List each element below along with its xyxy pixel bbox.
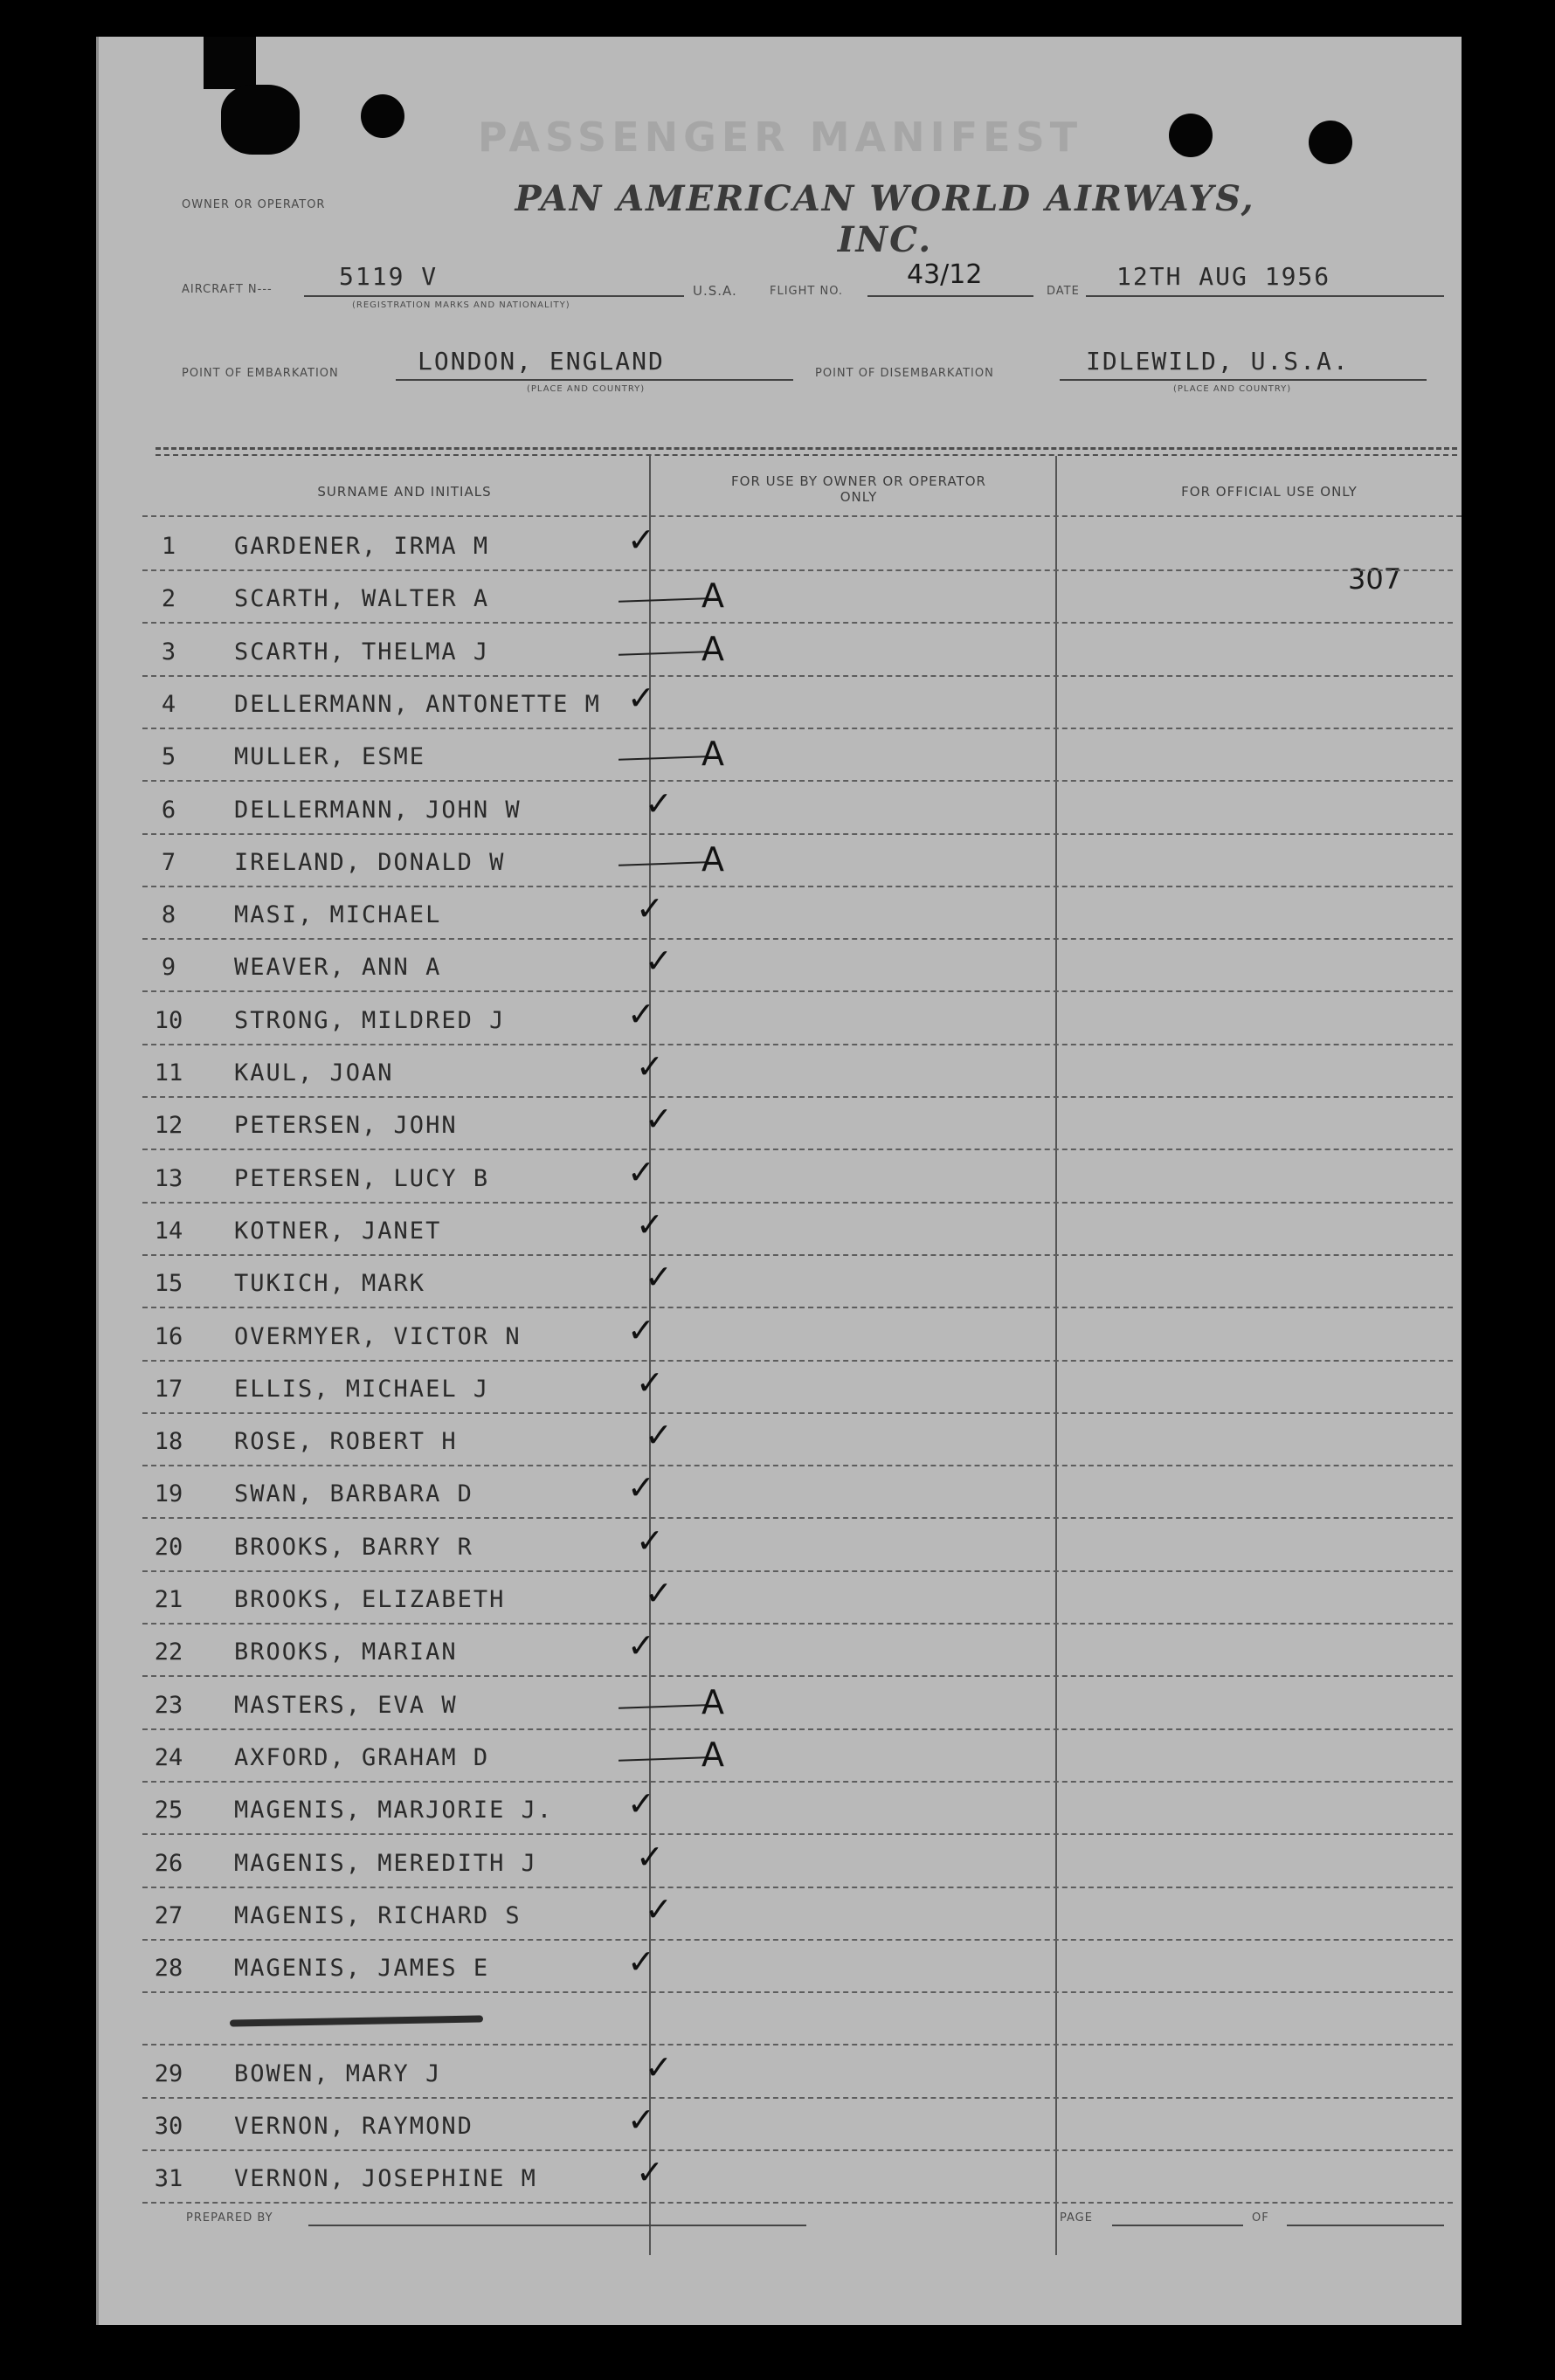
row-number: 25 [154, 1797, 183, 1825]
embark-underline [396, 379, 793, 381]
row-number: 20 [154, 1533, 183, 1561]
passenger-name: BROOKS, BARRY R [234, 1533, 473, 1561]
table-row [142, 1625, 1453, 1677]
aircraft-underline [304, 295, 684, 297]
manifest-sheet [96, 37, 1462, 2325]
check-mark: ✓ [645, 1100, 673, 1139]
of-underline [1287, 2225, 1444, 2226]
row-number: 30 [154, 2113, 183, 2140]
aircraft-value: 5119 V [339, 262, 439, 291]
passenger-name: KOTNER, JANET [234, 1217, 442, 1245]
table-row [142, 1783, 1453, 1835]
passenger-name: OVERMYER, VICTOR N [234, 1322, 522, 1350]
passenger-name: MULLER, ESME [234, 743, 426, 771]
passenger-name: BROOKS, MARIAN [234, 1638, 458, 1666]
row-number: 7 [161, 848, 176, 876]
passenger-name: GARDENER, IRMA M [234, 533, 490, 560]
row-number: 27 [154, 1901, 183, 1929]
table-row [142, 2046, 1453, 2099]
table-row [142, 571, 1453, 624]
flight-value: 43/12 [907, 259, 983, 290]
row-number: 31 [154, 2165, 183, 2193]
row-number: 26 [154, 1849, 183, 1877]
check-mark: ✓ [627, 994, 655, 1033]
check-mark: ✓ [645, 942, 673, 981]
row-number: 17 [154, 1375, 183, 1403]
embark-label: POINT OF EMBARKATION [182, 367, 339, 380]
row-number: 15 [154, 1270, 183, 1298]
disembark-value: IDLEWILD, U.S.A. [1086, 347, 1350, 376]
table-row [142, 1888, 1453, 1941]
table-row [142, 1520, 1453, 1572]
strike-line [619, 755, 706, 760]
table-row [142, 835, 1453, 887]
absent-mark: A [701, 629, 724, 668]
passenger-name: MASTERS, EVA W [234, 1691, 458, 1719]
row-number: 4 [161, 690, 176, 718]
strike-line [619, 1704, 706, 1708]
row-number: 1 [161, 533, 176, 560]
passenger-name: DELLERMANN, ANTONETTE M [234, 690, 601, 718]
registration-caption: (REGISTRATION MARKS AND NATIONALITY) [352, 300, 570, 310]
prepared-by-label: PREPARED BY [186, 2211, 273, 2225]
passenger-name: ELLIS, MICHAEL J [234, 1375, 490, 1403]
manifest-title: PASSENGER MANIFEST [477, 114, 1083, 161]
passenger-name: MAGENIS, JAMES E [234, 1955, 490, 1983]
row-number: 19 [154, 1480, 183, 1508]
check-mark: ✓ [636, 1521, 664, 1560]
crossed-out-entry [230, 2016, 483, 2027]
passenger-name: ROSE, ROBERT H [234, 1428, 458, 1456]
row-number: 9 [161, 954, 176, 982]
date-value: 12TH AUG 1956 [1116, 262, 1331, 291]
check-mark: ✓ [627, 2101, 655, 2139]
passenger-name: MAGENIS, MARJORIE J. [234, 1797, 554, 1825]
row-number: 6 [161, 796, 176, 824]
row-number: 10 [154, 1006, 183, 1034]
absent-mark: A [701, 576, 724, 616]
column-header-owner: FOR USE BY OWNER OR OPERATOR ONLY [731, 473, 986, 505]
passenger-name: MASI, MICHAEL [234, 901, 442, 929]
row-number: 16 [154, 1322, 183, 1350]
row-number: 18 [154, 1428, 183, 1456]
check-mark: ✓ [627, 1784, 655, 1824]
passenger-name: PETERSEN, JOHN [234, 1112, 458, 1140]
table-row [142, 1466, 1453, 1519]
table-row [142, 1098, 1453, 1150]
row-number: 23 [154, 1691, 183, 1719]
check-mark: ✓ [645, 2047, 673, 2087]
passenger-name: SCARTH, THELMA J [234, 638, 490, 666]
passenger-name: MAGENIS, MEREDITH J [234, 1849, 537, 1877]
country-label: U.S.A. [693, 283, 737, 299]
strike-line [619, 1756, 706, 1761]
table-row [142, 1204, 1453, 1256]
header-rule [142, 515, 1462, 517]
table-row [142, 1993, 1453, 2045]
table-row [142, 940, 1453, 992]
page-underline [1112, 2225, 1243, 2226]
table-row [142, 624, 1453, 677]
check-mark: ✓ [636, 889, 664, 928]
table-row [142, 993, 1453, 1045]
check-mark: ✓ [636, 1047, 664, 1086]
passenger-name: DELLERMANN, JOHN W [234, 796, 522, 824]
date-underline [1086, 295, 1444, 297]
row-number: 21 [154, 1586, 183, 1613]
column-header-official: FOR OFFICIAL USE ONLY [1181, 484, 1358, 500]
table-top-rule-2 [156, 454, 1457, 456]
passenger-name: WEAVER, ANN A [234, 954, 442, 982]
row-number: 8 [161, 901, 176, 929]
check-mark: ✓ [645, 1574, 673, 1612]
row-number: 5 [161, 743, 176, 771]
check-mark: ✓ [636, 2153, 664, 2192]
column-header-name: SURNAME AND INITIALS [317, 484, 492, 500]
disembark-underline [1060, 379, 1427, 381]
prepared-by-underline [308, 2225, 806, 2226]
passenger-name: TUKICH, MARK [234, 1270, 426, 1298]
embark-caption: (PLACE AND COUNTRY) [527, 384, 646, 394]
check-mark: ✓ [636, 1837, 664, 1876]
table-row [142, 1678, 1453, 1730]
check-mark: ✓ [645, 783, 673, 823]
table-row [142, 2151, 1453, 2204]
check-mark: ✓ [627, 1468, 655, 1507]
table-row [142, 1256, 1453, 1308]
row-number: 12 [154, 1112, 183, 1140]
table-row [142, 1836, 1453, 1888]
passenger-name: BOWEN, MARY J [234, 2059, 442, 2087]
row-number: 14 [154, 1217, 183, 1245]
absent-mark: A [701, 839, 724, 879]
date-label: DATE [1047, 285, 1080, 298]
check-mark: ✓ [636, 1362, 664, 1402]
table-row [142, 1941, 1453, 1993]
flight-underline [867, 295, 1033, 297]
table-row [142, 2099, 1453, 2151]
check-mark: ✓ [636, 1204, 664, 1244]
passenger-name: STRONG, MILDRED J [234, 1006, 506, 1034]
strike-line [619, 598, 706, 603]
of-label: OF [1252, 2211, 1269, 2225]
table-row [142, 1414, 1453, 1466]
check-mark: ✓ [645, 1416, 673, 1455]
passenger-name: AXFORD, GRAHAM D [234, 1743, 490, 1771]
check-mark: ✓ [627, 1152, 655, 1191]
check-mark: ✓ [627, 1626, 655, 1666]
owner-label: OWNER OR OPERATOR [182, 198, 326, 211]
airline-name: PAN AMERICAN WORLD AIRWAYS, INC. [515, 178, 1255, 260]
table-row [142, 1572, 1453, 1625]
passenger-name: PETERSEN, LUCY B [234, 1164, 490, 1192]
torn-corner [204, 37, 256, 89]
aircraft-label: AIRCRAFT N--- [182, 283, 273, 296]
passenger-name: MAGENIS, RICHARD S [234, 1901, 522, 1929]
table-row [142, 887, 1453, 940]
row-number: 2 [161, 585, 176, 613]
table-row [142, 1151, 1453, 1204]
check-mark: ✓ [645, 1889, 673, 1928]
official-note: 307 [1348, 562, 1402, 596]
table-row [142, 677, 1453, 729]
table-row [142, 519, 1453, 571]
disembark-label: POINT OF DISEMBARKATION [815, 367, 994, 380]
row-number: 13 [154, 1164, 183, 1192]
row-number: 22 [154, 1638, 183, 1666]
table-row [142, 1730, 1453, 1783]
strike-line [619, 651, 706, 655]
table-row [142, 729, 1453, 782]
table-row [142, 783, 1453, 835]
passenger-name: KAUL, JOAN [234, 1059, 394, 1087]
row-number: 3 [161, 638, 176, 666]
table-row [142, 1309, 1453, 1362]
absent-mark: A [701, 1735, 724, 1774]
strike-line [619, 861, 706, 866]
row-number: 28 [154, 1955, 183, 1983]
page-label: PAGE [1060, 2211, 1093, 2225]
embark-value: LONDON, ENGLAND [418, 347, 665, 376]
table-top-rule [156, 447, 1457, 450]
passenger-name: IRELAND, DONALD W [234, 848, 506, 876]
absent-mark: A [701, 1682, 724, 1721]
row-rule [142, 2202, 1453, 2204]
check-mark: ✓ [645, 1258, 673, 1297]
check-mark: ✓ [627, 1942, 655, 1982]
table-row [142, 1045, 1453, 1098]
passenger-name: VERNON, RAYMOND [234, 2113, 473, 2140]
flight-label: FLIGHT NO. [770, 285, 844, 298]
passenger-name: BROOKS, ELIZABETH [234, 1586, 506, 1613]
check-mark: ✓ [627, 521, 655, 559]
passenger-name: VERNON, JOSEPHINE M [234, 2165, 537, 2193]
table-row [142, 1362, 1453, 1414]
row-number: 24 [154, 1743, 183, 1771]
check-mark: ✓ [627, 1310, 655, 1349]
check-mark: ✓ [627, 678, 655, 717]
passenger-name: SCARTH, WALTER A [234, 585, 490, 613]
row-number: 11 [154, 1059, 183, 1087]
disembark-caption: (PLACE AND COUNTRY) [1173, 384, 1292, 394]
row-number: 29 [154, 2059, 183, 2087]
passenger-name: SWAN, BARBARA D [234, 1480, 473, 1508]
absent-mark: A [701, 735, 724, 774]
